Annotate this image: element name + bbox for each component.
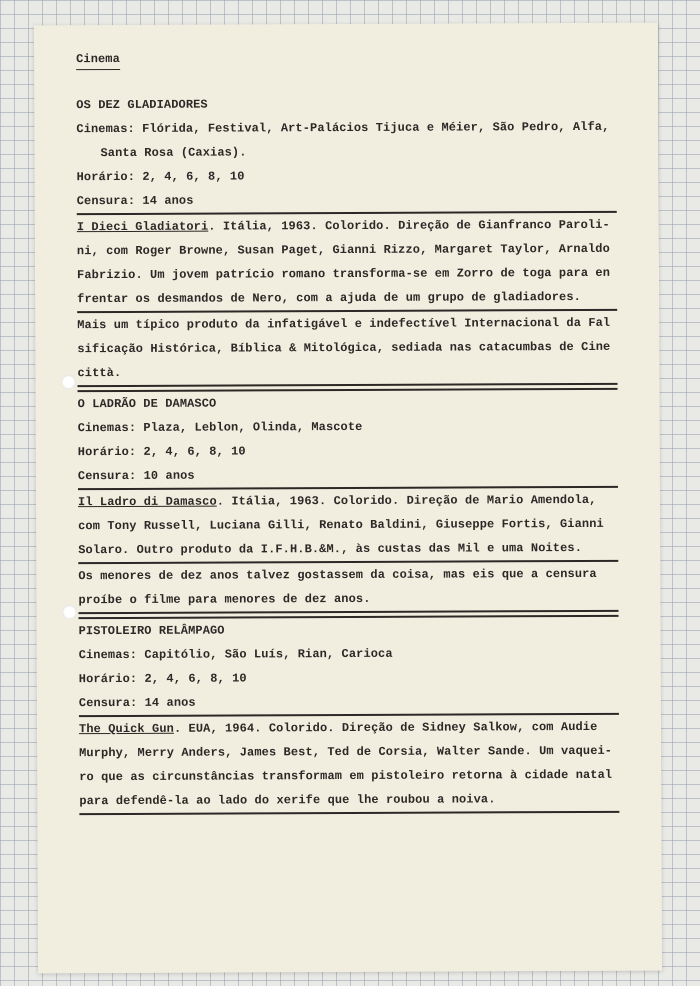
film-entry xyxy=(79,617,620,815)
description-line: Solaro. Outro produto da I.F.H.B.&M., às custas das Mil e uma Noites. xyxy=(78,540,583,558)
description-line: The Quick Gun. EUA, 1964. Colorido. Direção de Sidney Salkow, com Audie xyxy=(78,719,598,737)
cinemas-line: Cinemas: Plaza, Leblon, Olinda, Mascote xyxy=(77,419,363,436)
description-line: Murphy, Merry Anders, James Best, Ted de Corsia, Walter Sande. Um vaquei- xyxy=(79,743,613,761)
typewritten-sheet xyxy=(34,23,662,974)
punch-hole xyxy=(61,375,75,389)
description-line: frentar os desmandos de Nero, com a ajuda de um grupo de gladiadores. xyxy=(77,289,581,307)
description-line: Il Ladro di Damasco. Itália, 1963. Colorido. Direção de Mario Amendola, xyxy=(77,492,597,510)
horario-line: Horário: 2, 4, 6, 8, 10 xyxy=(78,671,247,687)
film-entry xyxy=(76,91,617,392)
description-line: ni, com Roger Browne, Susan Paget, Gianni Rizzo, Margaret Taylor, Arnaldo xyxy=(76,241,610,259)
film-title: OS DEZ GLADIADORES xyxy=(76,97,208,113)
description-line: Fabrizio. Um jovem patrício romano transforma-se em Zorro de toga para en xyxy=(76,265,611,283)
cinemas-line: Santa Rosa (Caxias). xyxy=(100,145,247,161)
film-title: O LADRÃO DE DAMASCO xyxy=(77,396,217,412)
original-title: Il Ladro di Damasco xyxy=(77,494,217,510)
sheet-content xyxy=(76,45,619,815)
comment-line: proíbe o filme para menores de dez anos. xyxy=(78,591,371,608)
comment-line: Mais um típico produto da infatigável e indefectível Internacional da Fal xyxy=(77,315,611,333)
comment-line: sificação Histórica, Bíblica & Mitológica, sediada nas catacumbas de Cine xyxy=(77,339,611,357)
censura-line: Censura: 10 anos xyxy=(77,468,195,484)
description-line: ro que as circunstâncias transformam em pistoleiro retorna à cidade natal xyxy=(79,767,613,785)
cinemas-line: Cinemas: Flórida, Festival, Art-Palácios Tijuca e Méier, São Pedro, Alfa, xyxy=(76,119,610,137)
section-heading: Cinema xyxy=(76,45,616,71)
comment-line: città. xyxy=(77,365,122,381)
horario-line: Horário: 2, 4, 6, 8, 10 xyxy=(77,444,246,460)
original-title: The Quick Gun xyxy=(78,721,174,737)
comment-line: Os menores de dez anos talvez gostassem da coisa, mas eis que a censura xyxy=(78,566,597,584)
cinemas-line: Cinemas: Capitólio, São Luís, Rian, Carioca xyxy=(78,646,393,663)
original-title: I Dieci Gladiatori xyxy=(76,219,209,235)
description-line: para defendê-la ao lado do xerife que lhe roubou a noiva. xyxy=(79,792,496,809)
description-line: I Dieci Gladiatori. Itália, 1963. Colorido. Direção de Gianfranco Paroli- xyxy=(76,217,610,235)
horario-line: Horário: 2, 4, 6, 8, 10 xyxy=(76,169,245,185)
film-entry xyxy=(78,390,619,619)
description-line: com Tony Russell, Luciana Gilli, Renato Baldini, Giuseppe Fortis, Gianni xyxy=(78,516,604,534)
censura-line: Censura: 14 anos xyxy=(78,695,196,711)
censura-line: Censura: 14 anos xyxy=(76,193,194,209)
film-title: PISTOLEIRO RELÂMPAGO xyxy=(78,623,225,639)
punch-hole xyxy=(62,605,76,619)
